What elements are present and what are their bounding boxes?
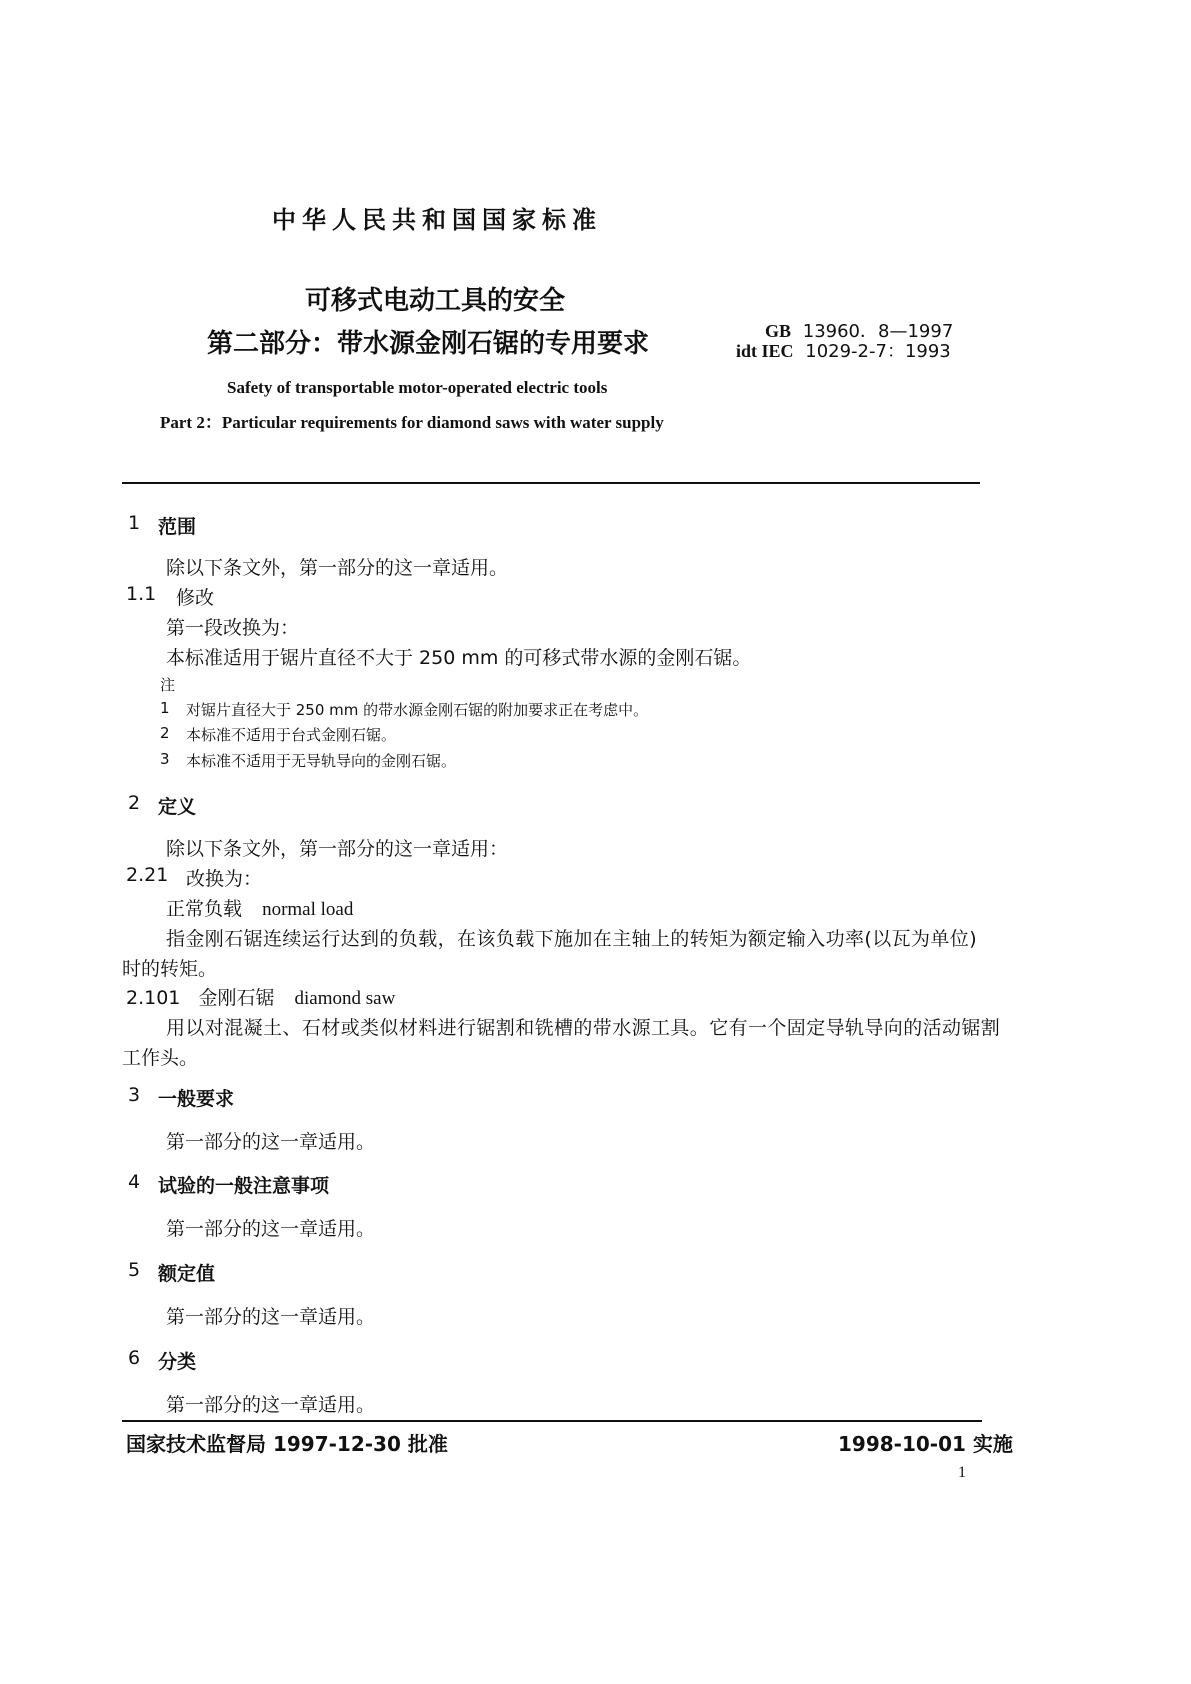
section-2-101-number: 2.101	[126, 987, 181, 1009]
note-3-number: 3	[160, 750, 170, 768]
section-5-text: 第一部分的这一章适用。	[166, 1306, 376, 1328]
section-2-101-definition-line-2: 工作头。	[122, 1047, 199, 1069]
title-line-1: 可移式电动工具的安全	[305, 286, 566, 316]
national-standard-heading: 中华人民共和国国家标准	[272, 206, 602, 234]
section-2-21-number: 2.21	[126, 864, 169, 886]
standard-code: 13960．8—1997	[802, 321, 954, 342]
section-6-title: 分类	[158, 1351, 197, 1373]
idt-reference	[736, 337, 951, 363]
section-1-1-line-2: 本标准适用于锯片直径不大于 250 mm 的可移式带水源的金刚石锯。	[166, 647, 752, 669]
section-6-text: 第一部分的这一章适用。	[166, 1394, 376, 1416]
section-5-number: 5	[128, 1259, 141, 1281]
implementation-date: 1998-10-01 实施	[838, 1432, 1013, 1456]
section-4-text: 第一部分的这一章适用。	[166, 1218, 376, 1240]
idt-prefix: idt IEC	[736, 341, 794, 361]
section-2-21-title: 改换为：	[186, 868, 263, 890]
section-1-1-title: 修改	[176, 587, 215, 609]
note-2-number: 2	[160, 724, 170, 742]
section-4-number: 4	[128, 1171, 141, 1193]
english-title-line-2: Part 2：Particular requirements for diamond saws with water supply	[160, 413, 664, 432]
page-number: 1	[958, 1464, 966, 1481]
term-normal-load-zh: 正常负载	[166, 898, 243, 920]
section-2-101-definition-line-1: 用以对混凝土、石材或类似材料进行锯割和铣槽的带水源工具。它有一个固定导轨导向的活动锯割	[166, 1017, 1001, 1039]
footer-divider	[122, 1420, 982, 1422]
section-3-title: 一般要求	[158, 1088, 235, 1110]
section-1-text: 除以下条文外，第一部分的这一章适用。	[166, 557, 509, 579]
english-title-line-1: Safety of transportable motor-operated electric tools	[227, 378, 608, 397]
term-diamond-saw-en: diamond saw	[294, 988, 396, 1009]
section-2-number: 2	[128, 792, 141, 814]
note-3-text: 本标准不适用于无导轨导向的金刚石锯。	[186, 752, 457, 770]
section-5-title: 额定值	[158, 1263, 216, 1285]
section-1-1-line-1: 第一段改换为：	[166, 617, 300, 639]
section-1-number: 1	[128, 512, 141, 534]
section-2-title: 定义	[158, 796, 197, 818]
section-1-title: 范围	[158, 516, 197, 538]
section-3-number: 3	[128, 1084, 141, 1106]
section-2-21-definition-line-1: 指金刚石锯连续运行达到的负载，在该负载下施加在主轴上的转矩为额定输入功率(以瓦为单位)	[166, 928, 978, 950]
approval-statement: 国家技术监督局 1997-12-30 批准	[126, 1432, 448, 1456]
section-2-text: 除以下条文外，第一部分的这一章适用：	[166, 838, 509, 860]
note-1-number: 1	[160, 699, 170, 717]
section-4-title: 试验的一般注意事项	[158, 1175, 330, 1197]
term-diamond-saw-zh: 金刚石锯	[198, 987, 275, 1009]
section-2-21-definition-line-2: 时的转矩。	[122, 958, 218, 980]
term-diamond-saw	[126, 983, 395, 1010]
term-normal-load	[166, 894, 353, 921]
header-divider	[122, 482, 980, 484]
section-3-text: 第一部分的这一章适用。	[166, 1131, 376, 1153]
note-label: 注	[160, 676, 176, 694]
idt-code: 1029-2-7：1993	[805, 341, 951, 362]
note-2-text: 本标准不适用于台式金刚石锯。	[186, 726, 397, 744]
section-1-1-number: 1.1	[126, 583, 157, 605]
standard-prefix: GB	[765, 321, 792, 341]
section-6-number: 6	[128, 1347, 141, 1369]
title-line-2: 第二部分：带水源金刚石锯的专用要求	[207, 329, 650, 359]
note-1-text: 对锯片直径大于 250 mm 的带水源金刚石锯的附加要求正在考虑中。	[186, 701, 649, 719]
term-normal-load-en: normal load	[262, 899, 354, 920]
